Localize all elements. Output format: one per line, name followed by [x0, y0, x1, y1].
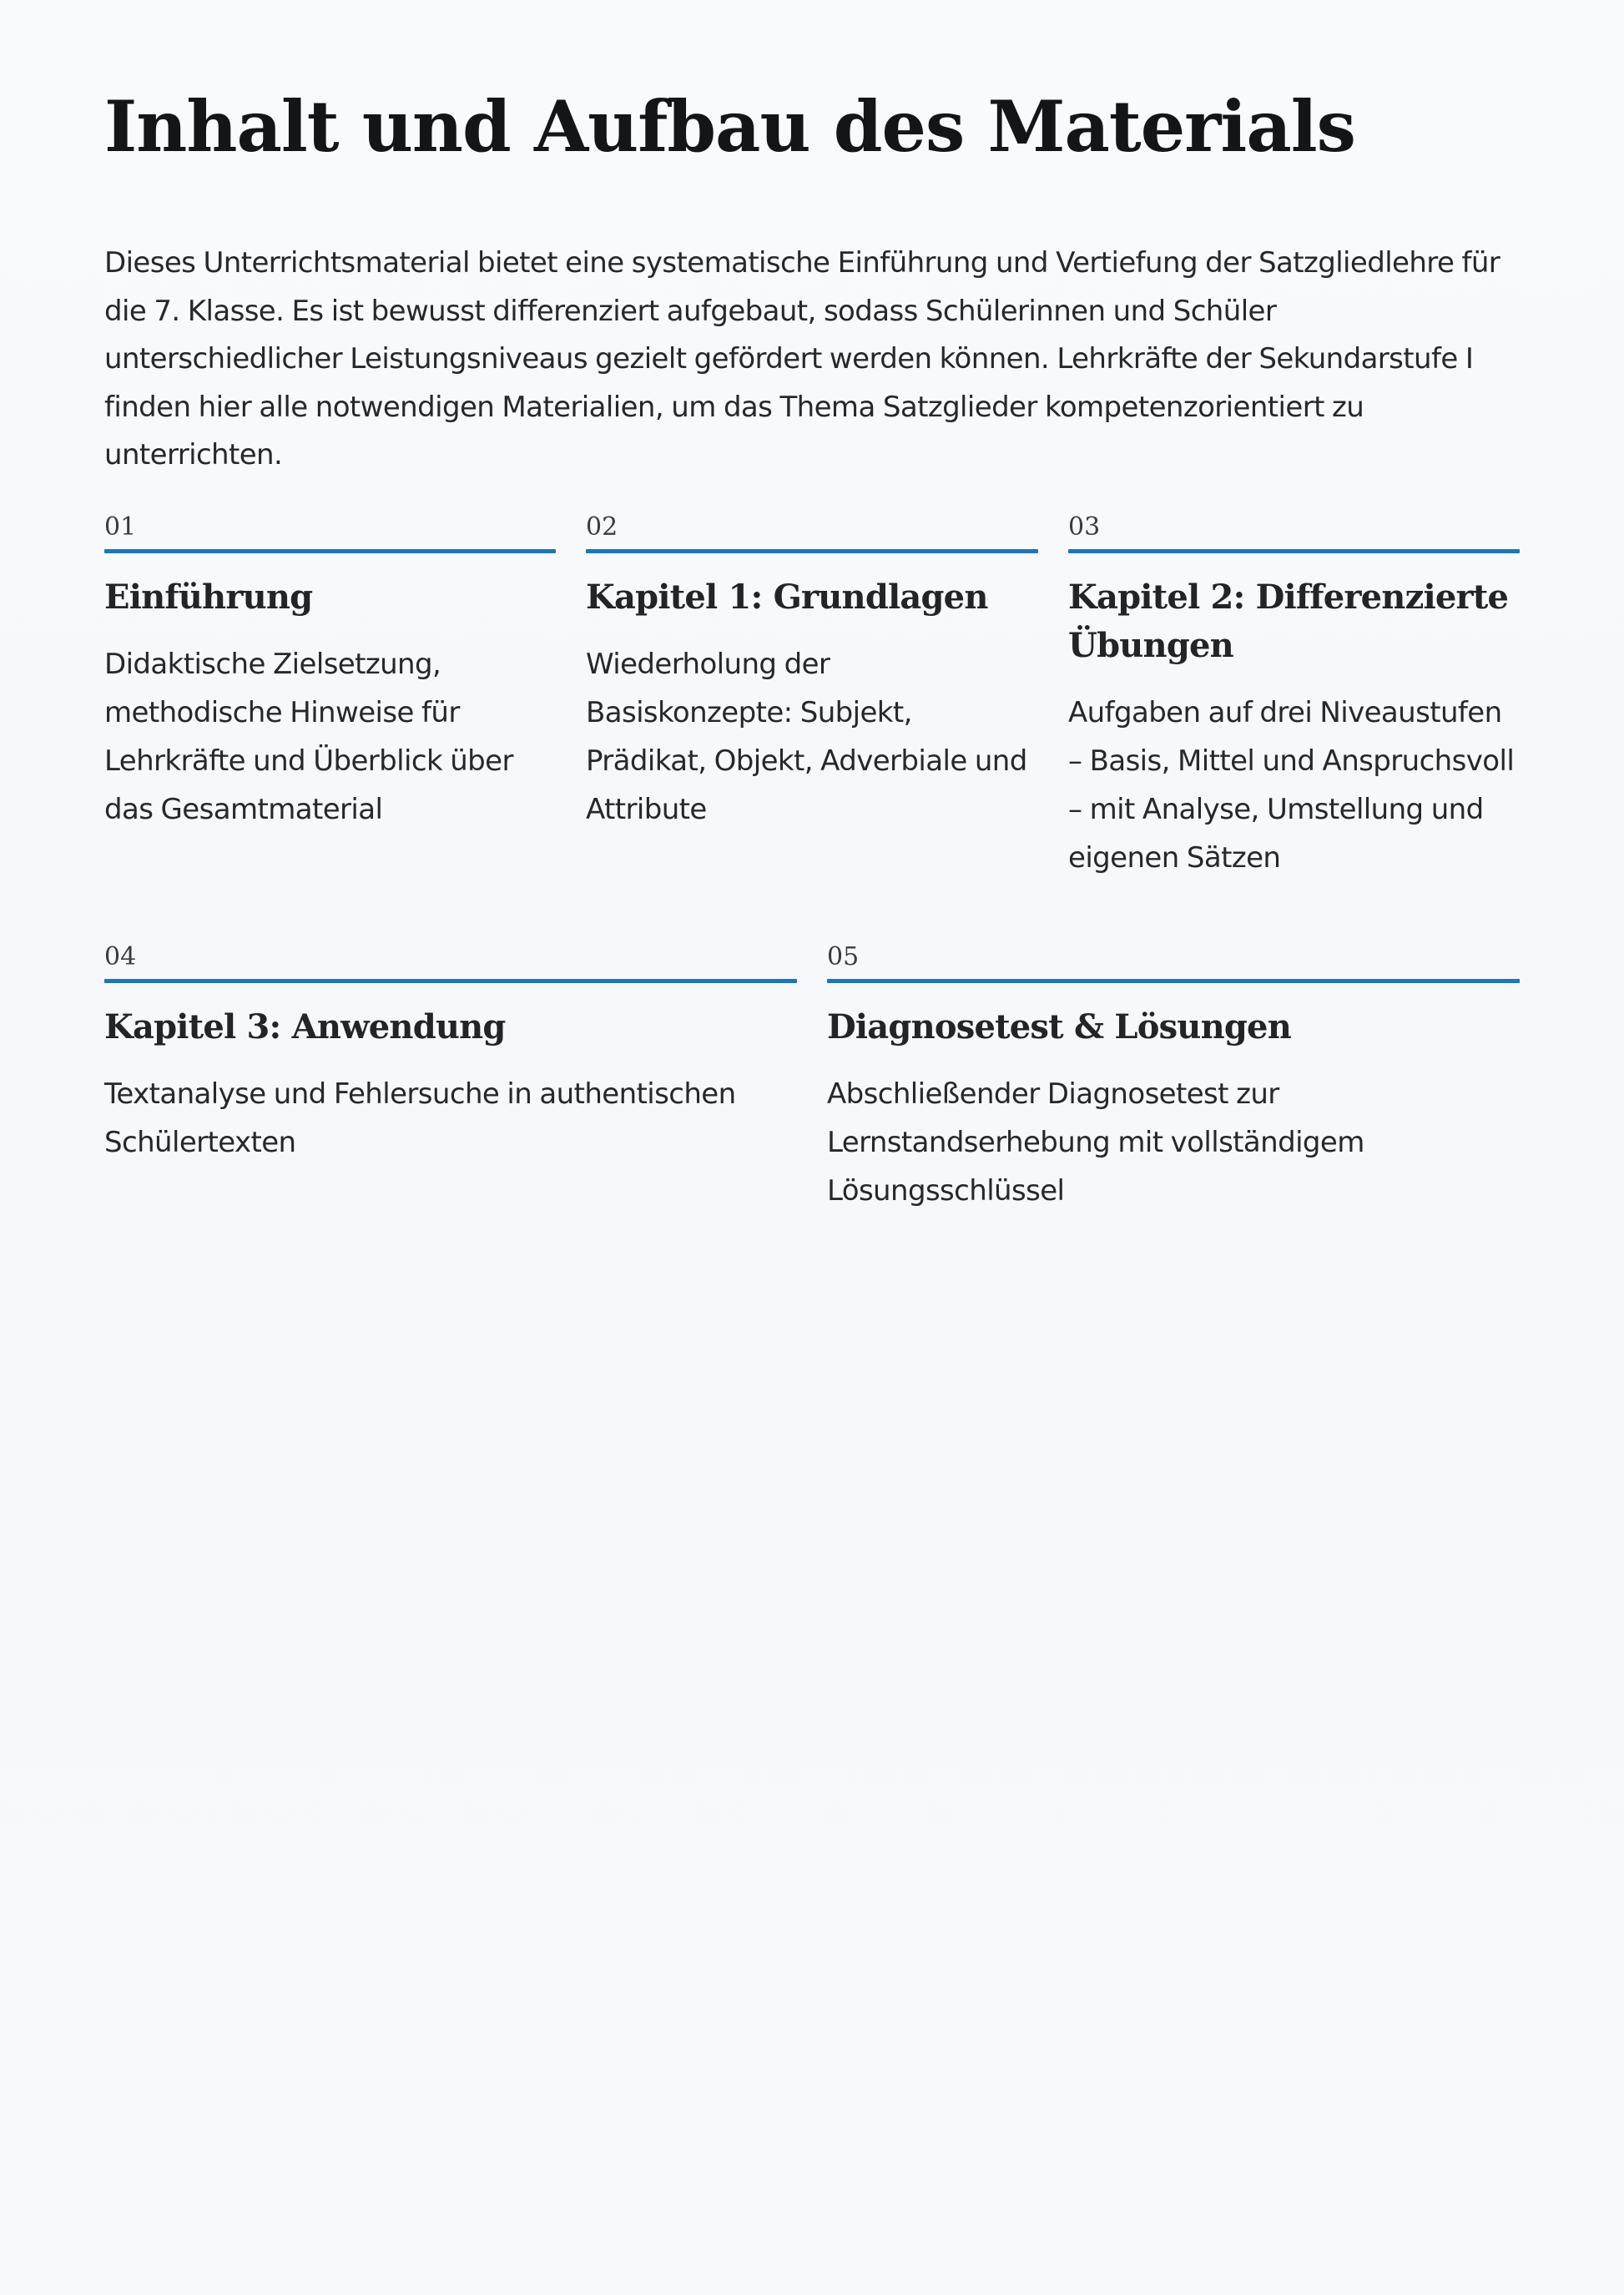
- section-number: 01: [104, 512, 137, 542]
- section-title: Kapitel 2: Differenzierte Übungen: [1068, 578, 1509, 665]
- section-title: Kapitel 3: Anwendung: [104, 1007, 506, 1047]
- section-description: Textanalyse und Fehlersuche in authentischen Schülertexten: [104, 1077, 736, 1159]
- section-grundlagen: [586, 511, 1038, 834]
- section-description: Abschließender Diagnosetest zur Lernstandserhebung mit vollständigem Lösungsschlüssel: [827, 1077, 1364, 1208]
- section-title: Kapitel 1: Grundlagen: [586, 578, 988, 617]
- section-diagnosetest: [827, 941, 1520, 1215]
- intro-paragraph: Dieses Unterrichtsmaterial bietet eine systematische Einführung und Vertiefung der Satzgliedlehre für die 7. Klasse. Es ist bewusst differenziert aufgebaut, sodass Schülerinnen und Schüler unterschiedlicher Leistungsniveaus gezielt gefördert werden können. Lehrkräfte der Sekundarstufe I finden hier alle notwendigen Materialien, um das Thema Satzglieder kompetenzorientiert zu unterrichten.: [104, 246, 1500, 472]
- section-description: Aufgaben auf drei Niveaustufen – Basis, Mittel und Anspruchsvoll – mit Analyse, Umstellung und eigenen Sätzen: [1068, 696, 1515, 875]
- section-title: Einführung: [104, 578, 313, 617]
- section-divider: [104, 979, 797, 983]
- section-description: Wiederholung der Basiskonzepte: Subjekt, Prädikat, Objekt, Adverbiale und Attribute: [586, 648, 1027, 826]
- section-title: Diagnosetest & Lösungen: [827, 1007, 1291, 1047]
- section-number: 02: [586, 512, 618, 542]
- section-differenzierte-uebungen: [1068, 511, 1520, 882]
- section-number: 05: [827, 942, 860, 971]
- section-divider: [827, 979, 1520, 983]
- section-number: 04: [104, 942, 137, 971]
- section-number: 03: [1068, 512, 1101, 542]
- section-divider: [1068, 549, 1520, 553]
- section-divider: [586, 549, 1038, 553]
- section-description: Didaktische Zielsetzung, methodische Hinweise für Lehrkräfte und Überblick über das Gesamtmaterial: [104, 648, 513, 826]
- page-title: Inhalt und Aufbau des Materials: [104, 85, 1355, 168]
- section-einfuehrung: [104, 511, 556, 834]
- section-divider: [104, 549, 556, 553]
- section-anwendung: [104, 941, 797, 1167]
